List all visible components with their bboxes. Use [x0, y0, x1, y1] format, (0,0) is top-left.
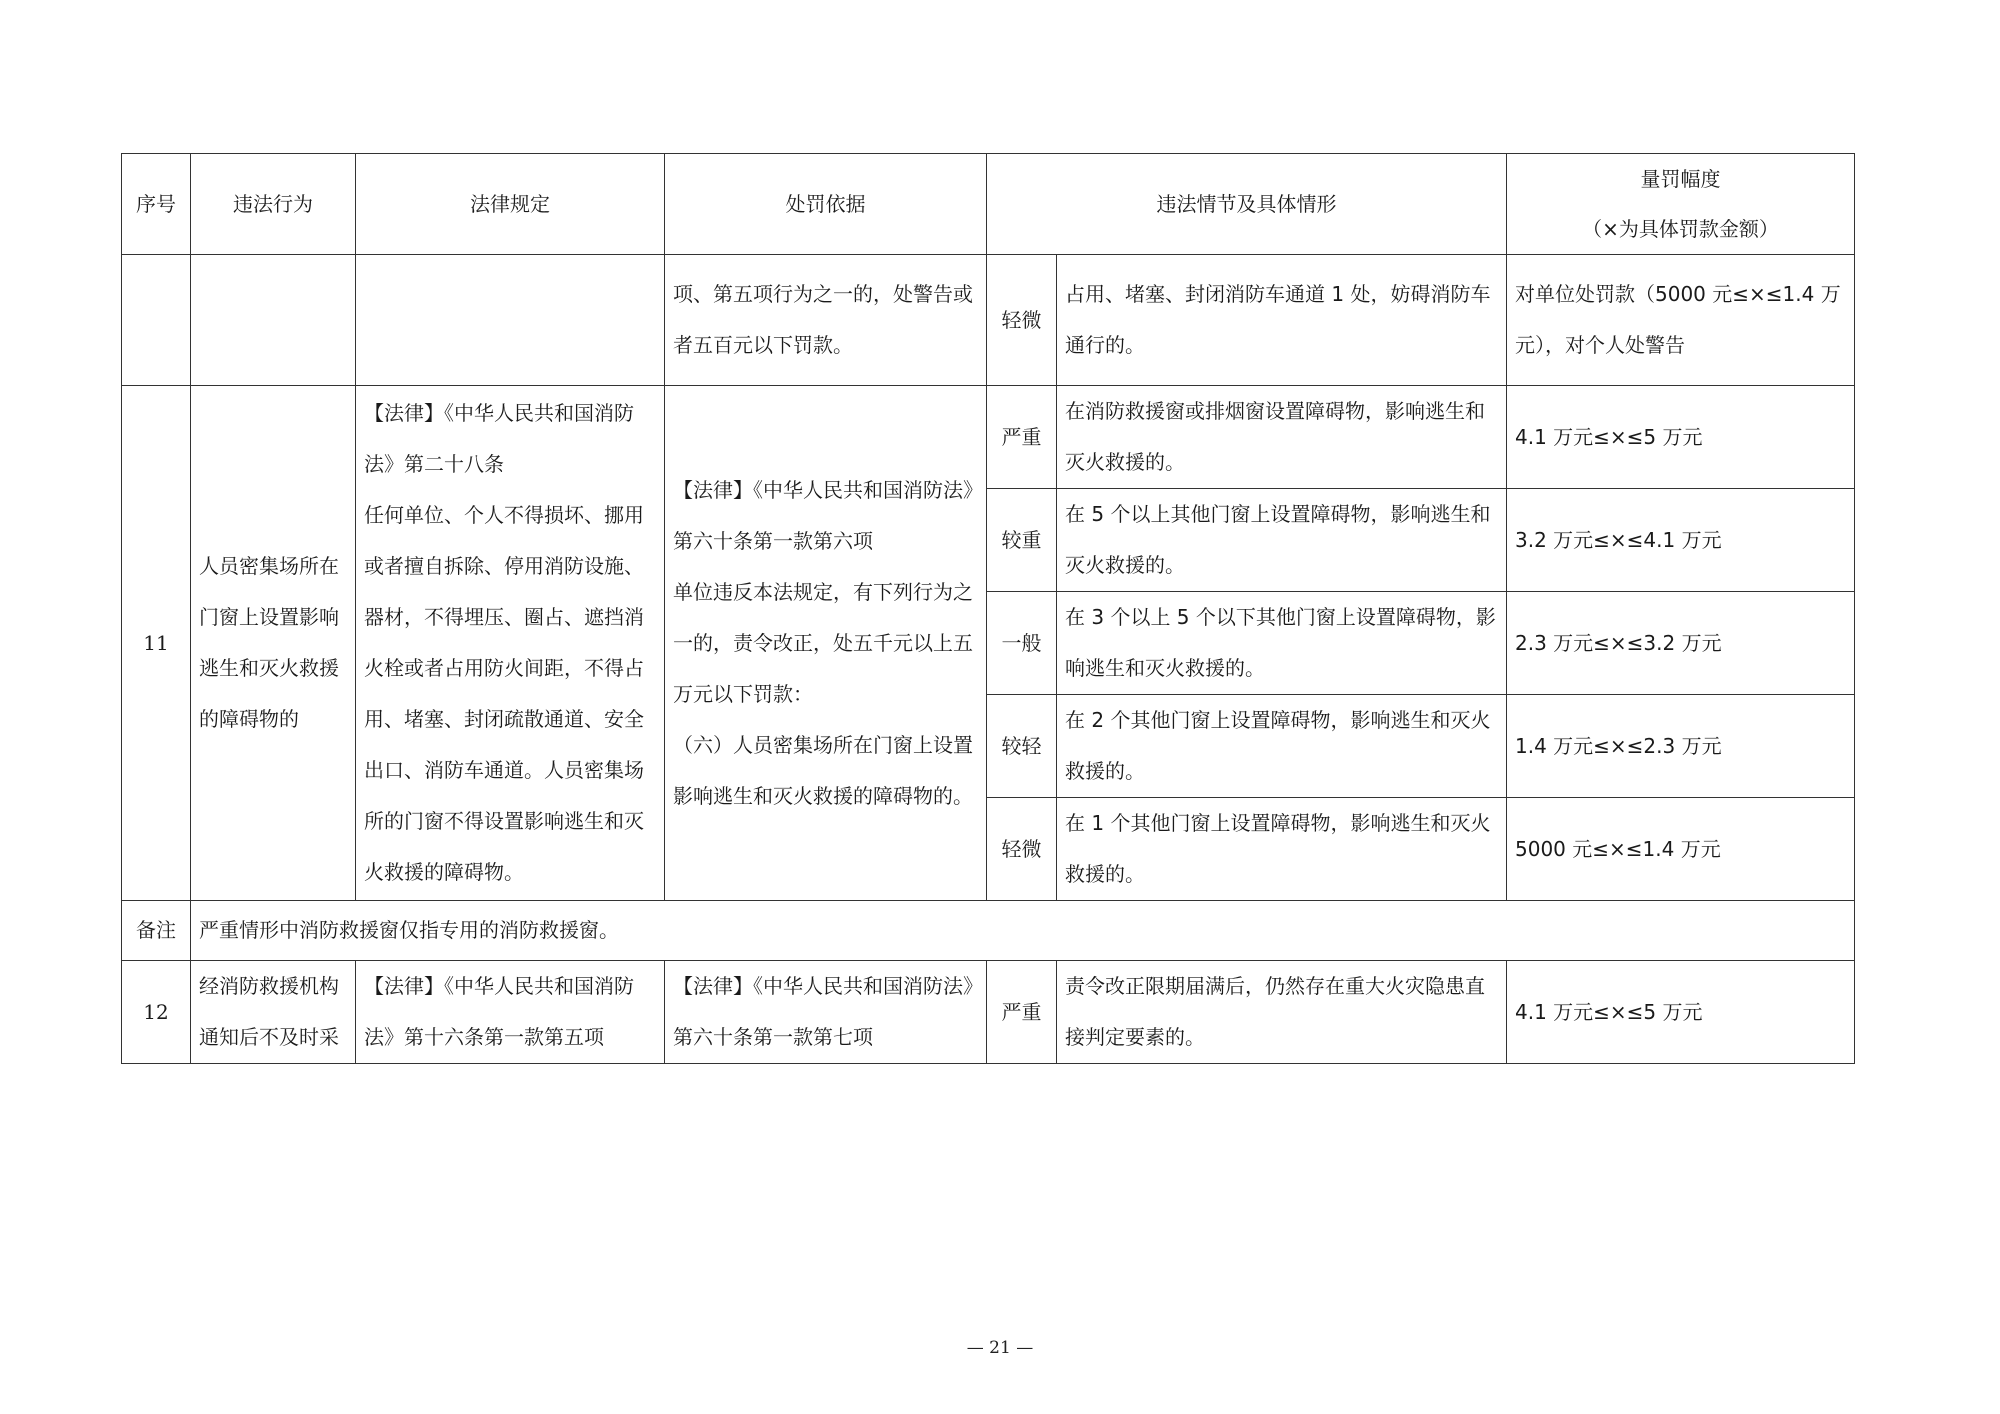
- item11-violation: 人员密集场所在 门窗上设置影响 逃生和灭火救援 的障碍物的: [191, 386, 356, 901]
- table-row-item11-level1: [122, 386, 1855, 489]
- header-basis: 处罚依据: [665, 154, 987, 255]
- header-range: [1507, 154, 1855, 255]
- item11-level4-circumstance: 在 2 个其他门窗上设置障碍物，影响逃生和灭火 救援的。: [1057, 695, 1507, 798]
- penalty-table: [121, 153, 1855, 1064]
- header-index: 序号: [122, 154, 191, 255]
- item11-level5-range: 5000 元≤×≤1.4 万元: [1507, 798, 1855, 901]
- item12-violation: 经消防救援机构 通知后不及时采: [191, 961, 356, 1064]
- item12-range: 4.1 万元≤×≤5 万元: [1507, 961, 1855, 1064]
- item11-level4-label: 较轻: [987, 695, 1057, 798]
- item11-level5-circumstance: 在 1 个其他门窗上设置障碍物，影响逃生和灭火 救援的。: [1057, 798, 1507, 901]
- cont-basis: 项、第五项行为之一的，处警告或 者五百元以下罚款。: [665, 255, 987, 386]
- cont-level: 轻微: [987, 255, 1057, 386]
- cont-index: [122, 255, 191, 386]
- item12-law: 【法律】《中华人民共和国消防 法》第十六条第一款第五项: [356, 961, 665, 1064]
- item11-level3-circumstance: 在 3 个以上 5 个以下其他门窗上设置障碍物，影 响逃生和灭火救援的。: [1057, 592, 1507, 695]
- table-header-row: [122, 154, 1855, 255]
- header-violation: 违法行为: [191, 154, 356, 255]
- item11-level5-label: 轻微: [987, 798, 1057, 901]
- item11-level1-label: 严重: [987, 386, 1057, 489]
- item12-level: 严重: [987, 961, 1057, 1064]
- item11-level2-circumstance: 在 5 个以上其他门窗上设置障碍物，影响逃生和 灭火救援的。: [1057, 489, 1507, 592]
- item12-circumstance: 责令改正限期届满后，仍然存在重大火灾隐患直 接判定要素的。: [1057, 961, 1507, 1064]
- item11-level1-circumstance: 在消防救援窗或排烟窗设置障碍物，影响逃生和 灭火救援的。: [1057, 386, 1507, 489]
- remark-label: 备注: [122, 901, 191, 961]
- table-row-remark: [122, 901, 1855, 961]
- item11-level3-label: 一般: [987, 592, 1057, 695]
- header-range-note: （×为具体罚款金额）: [1582, 217, 1779, 241]
- page-number: — 21 —: [966, 1338, 1034, 1358]
- header-circumstance: 违法情节及具体情形: [987, 154, 1507, 255]
- item11-level1-range: 4.1 万元≤×≤5 万元: [1507, 386, 1855, 489]
- item11-level3-range: 2.3 万元≤×≤3.2 万元: [1507, 592, 1855, 695]
- item11-basis: 【法律】《中华人民共和国消防法》 第六十条第一款第六项 单位违反本法规定，有下列行为之 一的，责令改正，处五千元以上五 万元以下罚款： （六）人员密集场所在门窗上设置 影响逃生和灭火救援的障碍物的。: [665, 386, 987, 901]
- item11-level4-range: 1.4 万元≤×≤2.3 万元: [1507, 695, 1855, 798]
- item11-index: 11: [122, 386, 191, 901]
- table-row-continuation: [122, 255, 1855, 386]
- header-law: 法律规定: [356, 154, 665, 255]
- cont-range: 对单位处罚款（5000 元≤×≤1.4 万 元），对个人处警告: [1507, 255, 1855, 386]
- remark-text: 严重情形中消防救援窗仅指专用的消防救援窗。: [191, 901, 1855, 961]
- header-range-title: 量罚幅度: [1640, 167, 1721, 191]
- item11-law: 【法律】《中华人民共和国消防 法》第二十八条 任何单位、个人不得损坏、挪用 或者擅自拆除、停用消防设施、 器材，不得埋压、圈占、遮挡消 火栓或者占用防火间距，不得占 用、堵塞、封闭疏散通道、安全 出口、消防车通道。人员密集场 所的门窗不得设置影响逃生和灭 火救援的障碍物。: [356, 386, 665, 901]
- item12-basis: 【法律】《中华人民共和国消防法》 第六十条第一款第七项: [665, 961, 987, 1064]
- item12-index: 12: [122, 961, 191, 1064]
- table-row-item12: [122, 961, 1855, 1064]
- cont-violation: [191, 255, 356, 386]
- cont-circumstance: 占用、堵塞、封闭消防车通道 1 处，妨碍消防车 通行的。: [1057, 255, 1507, 386]
- cont-law: [356, 255, 665, 386]
- item11-level2-label: 较重: [987, 489, 1057, 592]
- item11-level2-range: 3.2 万元≤×≤4.1 万元: [1507, 489, 1855, 592]
